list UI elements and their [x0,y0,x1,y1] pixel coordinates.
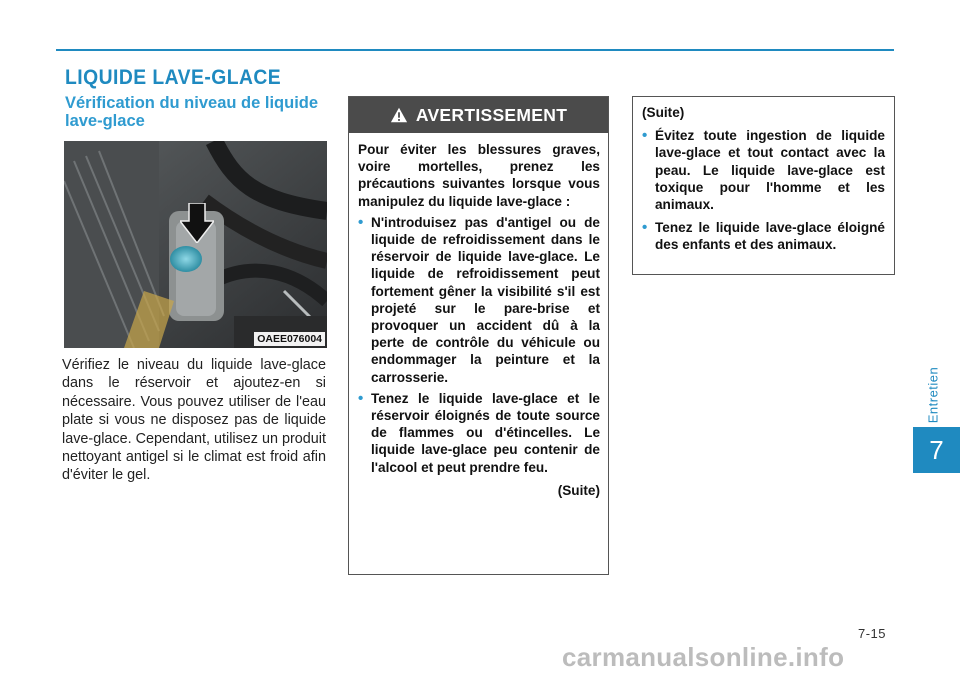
list-item: • Évitez toute ingestion de liquide lave-glace et tout contact avec la peau. Le liquide lave-glace est toxique pour l'homme et les animaux. [642,127,885,213]
down-arrow-icon [180,203,214,243]
continuation-box [632,96,895,275]
body-paragraph: Vérifiez le niveau du liquide lave-glace dans le réservoir et ajoutez-en si nécessaire. Vous pouvez utiliser de l'eau plate si vous ne disposez pas de liquide lave-glace. Cependant, utilisez un produit nettoyant antigel si le climat est froid afin d'éviter le gel. [62,357,326,484]
watermark: carmanualsonline.info [562,642,845,672]
warning-body [349,133,608,499]
warning-intro: Pour éviter les blessures graves, voire mortelles, prenez les précautions suivantes lorsque vous manipulez du liquide lave-glace : [358,142,600,209]
photo-code: OAEE076004 [254,332,325,346]
list-item: • N'introduisez pas d'antigel ou de liquide de refroidissement dans le réservoir de liquide lave-glace. Le liquide de refroidissement peut fortement gêner la visibilité s'il est projeté sur le pare-brise et provoquer un accident dû à la perte de contrôle du véhicule ou endommager la peinture et la carrosserie. [358,213,600,385]
subheading: Vérification du niveau de liquide lave-glace [65,94,319,130]
section-title: LIQUIDE LAVE-GLACE [65,66,282,89]
bullet-icon: • [358,213,364,231]
list-item: • Tenez le liquide lave-glace éloigné des enfants et des animaux. [642,219,885,253]
bullet-icon: • [358,389,364,407]
bullet-icon: • [642,127,648,145]
list-item: • Tenez le liquide lave-glace et le réservoir éloignés de toute source de flammes ou d'étincelles. Le liquide lave-glace peu contenir de l'alcool et peut prendre feu. [358,389,600,475]
warning-triangle-icon [390,106,408,124]
side-chapter-label: Entretien [925,366,941,424]
engine-illustration [64,141,327,348]
chapter-tab: 7 [913,427,960,473]
continuation-suite: (Suite) [642,105,685,120]
warning-box [348,96,609,575]
bullet-icon: • [642,219,648,237]
page-number: 7-15 [858,626,887,641]
warning-suite: (Suite) [557,482,600,498]
engine-photo [64,141,327,348]
top-rule [56,49,894,51]
warning-title: AVERTISSEMENT [415,104,568,125]
warning-header [349,97,608,133]
